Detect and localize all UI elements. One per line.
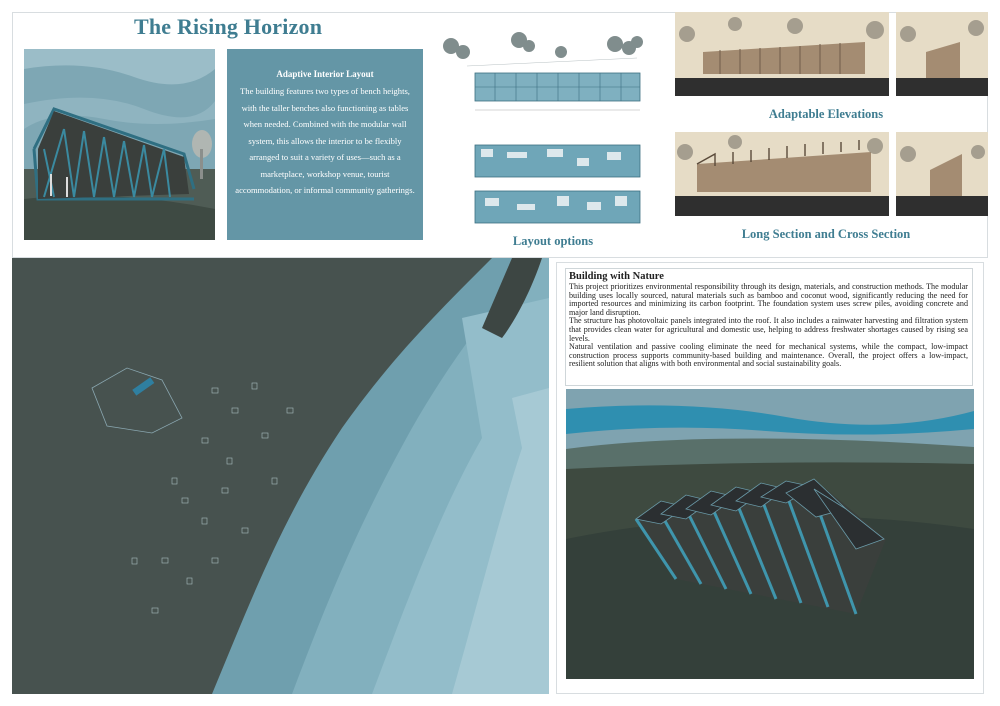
interior-body: The building features two types of bench heights, with the taller benches also functioning as tables when needed. Combined with the modular wall system, this allows the interior to be flexibly arranged to suit a variety of uses—such as a marketplace, workshop venue, tourist accommodation, or informal community gatherings.	[235, 86, 415, 195]
nature-paragraph-3: Natural ventilation and passive cooling eliminate the need for mechanical systems, while the compact, low-impact construction process supports community-based building and maintenance. Overall, the project offers a low-impact, resilient solution that aligns with both environmental and social sustainability goals.	[569, 342, 968, 369]
adaptive-interior-panel	[227, 49, 423, 240]
building-with-nature-text	[565, 268, 973, 386]
sections-caption: Long Section and Cross Section	[741, 227, 911, 241]
nature-paragraph-1: This project prioritizes environmental responsibility through its design, materials, and construction methods. The modular building uses locally sourced, natural materials such as bamboo and coconut wood, significantly reducing the need for imported resources and minimizing its carbon footprint. The foundation system uses screw piles, avoiding concrete and major land disruption.	[569, 282, 968, 317]
layout-plans-drawing	[437, 28, 672, 228]
interior-heading: Adaptive Interior Layout	[276, 69, 374, 79]
perspective-render	[24, 49, 215, 240]
elevation-short	[896, 12, 988, 96]
elevation-long	[675, 12, 889, 96]
layout-caption: Layout options	[512, 234, 594, 248]
aerial-render	[566, 389, 974, 679]
section-cross	[896, 132, 988, 216]
elevations-caption: Adaptable Elevations	[768, 107, 884, 121]
nature-heading: Building with Nature	[569, 271, 664, 282]
section-long	[675, 132, 889, 216]
poster-title: The Rising Horizon	[134, 14, 323, 39]
nature-paragraph-2: The structure has photovoltaic panels integrated into the roof. It also includes a rainwater harvesting and filtration system that provides clean water for agricultural and domestic use, helping to address freshwater shortages caused by rising sea levels.	[569, 316, 968, 343]
site-plan-map	[12, 258, 549, 694]
